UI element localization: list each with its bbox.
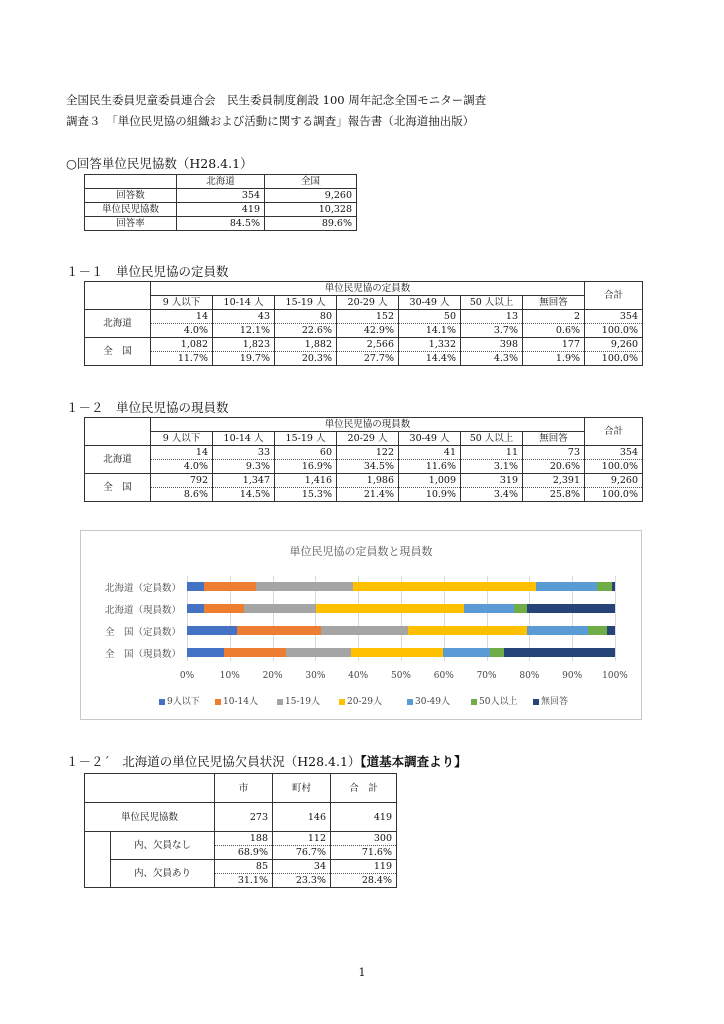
header-line-1: 全国民生委員児童委員連合会 民生委員制度創設 100 周年記念全国モニター調査 (66, 93, 487, 107)
cell-value: 419 (331, 803, 397, 832)
bar-segment (256, 582, 353, 591)
col-header: 合 計 (331, 774, 397, 803)
x-tick-label: 40% (348, 671, 369, 681)
cell-value: 84.5% (177, 217, 265, 231)
x-tick-label: 20% (262, 671, 283, 681)
capacity-group-header: 単位民児協の定員数 (151, 282, 585, 296)
cell-total: 354 (585, 310, 643, 324)
col-header: 10-14 人 (213, 296, 275, 310)
category-label: 北海道（現員数） (104, 605, 181, 616)
bar-segment (353, 582, 537, 591)
cell-count: 112 (273, 832, 331, 846)
x-tick-label: 10% (219, 671, 240, 681)
cell-pct: 12.1% (213, 324, 275, 338)
cell-count: 1,347 (213, 474, 275, 488)
table-row (85, 217, 357, 231)
col-header: 10-14 人 (213, 432, 275, 446)
col-header: 20-29 人 (337, 296, 399, 310)
cell-pct: 25.8% (523, 488, 585, 502)
x-tick-label: 90% (562, 671, 583, 681)
cell-total-pct: 100.0% (585, 324, 643, 338)
response-table (84, 174, 357, 231)
bar-segment (504, 648, 614, 657)
cell-count: 1,416 (275, 474, 337, 488)
current-section-title: １－２ 単位民児協の現員数 (66, 400, 229, 415)
vacancy-corner (85, 774, 215, 803)
col-header: 20-29 人 (337, 432, 399, 446)
category-label: 全 国（現員数） (104, 649, 181, 660)
row-label: 単位民児協数 (85, 803, 215, 832)
cell-count: 2 (523, 310, 585, 324)
bar-segment (597, 582, 613, 591)
cell-pct: 20.6% (523, 460, 585, 474)
legend-swatch (533, 699, 539, 705)
cell-value: 10,328 (265, 203, 357, 217)
col-header: 無回答 (523, 296, 585, 310)
cell-count: 1,986 (337, 474, 399, 488)
cell-pct: 21.4% (337, 488, 399, 502)
table-row (85, 352, 643, 366)
col-header: 町村 (273, 774, 331, 803)
bar-segment (527, 626, 589, 635)
table-row (85, 446, 643, 460)
indent-cell (85, 832, 111, 888)
row-label: 北海道 (85, 310, 151, 338)
legend-swatch (215, 699, 221, 705)
vacancy-title-source: 【道基本調査より】 (360, 754, 467, 769)
cell-pct: 14.4% (399, 352, 461, 366)
cell-count: 398 (461, 338, 523, 352)
cell-count: 188 (215, 832, 273, 846)
cell-pct: 9.3% (213, 460, 275, 474)
cell-pct: 4.0% (151, 460, 213, 474)
bar-segment (187, 626, 237, 635)
x-tick-label: 30% (305, 671, 326, 681)
bar-segment (187, 582, 204, 591)
cell-value: 89.6% (265, 217, 357, 231)
cell-total-pct: 100.0% (585, 460, 643, 474)
cell-pct: 16.9% (275, 460, 337, 474)
row-label: 内、欠員なし (111, 832, 215, 860)
x-tick-label: 0% (179, 671, 195, 681)
table-row (85, 189, 357, 203)
legend-swatch (407, 699, 413, 705)
cell-count: 792 (151, 474, 213, 488)
cell-count: 13 (461, 310, 523, 324)
cell-count: 1,332 (399, 338, 461, 352)
row-label: 単位民児協数 (85, 203, 177, 217)
col-header: 無回答 (523, 432, 585, 446)
cell-pct: 76.7% (273, 846, 331, 860)
cell-count: 11 (461, 446, 523, 460)
bar-segment (351, 648, 443, 657)
cell-count: 300 (331, 832, 397, 846)
current-total-header: 合計 (585, 418, 643, 446)
cell-pct: 28.4% (331, 874, 397, 888)
table-row (85, 460, 643, 474)
cell-total-pct: 100.0% (585, 352, 643, 366)
cell-pct: 3.1% (461, 460, 523, 474)
bar-segment (514, 604, 527, 613)
cell-count: 1,082 (151, 338, 213, 352)
cell-pct: 20.3% (275, 352, 337, 366)
vacancy-title-text: １－２´ 北海道の単位民児協欠員状況（H28.4.1） (66, 754, 361, 769)
vacancy-table (84, 773, 397, 888)
cell-count: 1,882 (275, 338, 337, 352)
cell-count: 14 (151, 446, 213, 460)
cell-count: 14 (151, 310, 213, 324)
cell-total-pct: 100.0% (585, 488, 643, 502)
cell-pct: 8.6% (151, 488, 213, 502)
col-header: 15-19 人 (275, 432, 337, 446)
x-tick-label: 50% (390, 671, 411, 681)
cell-count: 2,566 (337, 338, 399, 352)
cell-total: 9,260 (585, 474, 643, 488)
cell-pct: 3.7% (461, 324, 523, 338)
cell-count: 1,009 (399, 474, 461, 488)
legend-item (471, 694, 517, 707)
bar-segment (244, 604, 316, 613)
legend-label: 15-19人 (285, 697, 320, 707)
row-label: 全 国 (85, 474, 151, 502)
col-header: 30-49 人 (399, 296, 461, 310)
bar-segment (612, 582, 615, 591)
bar-segment (607, 626, 615, 635)
legend-item (339, 694, 382, 707)
cell-count: 33 (213, 446, 275, 460)
table-row (85, 310, 643, 324)
table-row (85, 860, 397, 874)
response-section-title: ○回答単位民児協数（H28.4.1） (66, 156, 253, 171)
capacity-total-header: 合計 (585, 282, 643, 310)
bar-segment (490, 648, 505, 657)
col-header: 9 人以下 (151, 432, 213, 446)
cell-pct: 3.4% (461, 488, 523, 502)
col-header-hokkaido: 北海道 (177, 175, 265, 189)
cell-pct: 19.7% (213, 352, 275, 366)
table-row (85, 488, 643, 502)
cell-pct: 23.3% (273, 874, 331, 888)
cell-count: 34 (273, 860, 331, 874)
header-line-2: 調査３ 「単位民児協の組織および活動に関する調査」報告書（北海道抽出版） (66, 114, 475, 128)
legend-label: 30-49人 (415, 697, 450, 707)
cell-count: 152 (337, 310, 399, 324)
cell-total: 354 (585, 446, 643, 460)
row-label: 内、欠員あり (111, 860, 215, 888)
cell-pct: 1.9% (523, 352, 585, 366)
cell-value: 419 (177, 203, 265, 217)
col-header: 9 人以下 (151, 296, 213, 310)
legend-item (277, 694, 320, 707)
row-label: 全 国 (85, 338, 151, 366)
table-row (85, 803, 397, 832)
cell-pct: 31.1% (215, 874, 273, 888)
bar-segment (464, 604, 514, 613)
bar-segment (224, 648, 286, 657)
cell-pct: 11.6% (399, 460, 461, 474)
cell-pct: 14.1% (399, 324, 461, 338)
capacity-section-title: １－１ 単位民児協の定員数 (66, 264, 229, 279)
col-header: 50 人以上 (461, 432, 523, 446)
bar-segment (237, 626, 321, 635)
cell-pct: 71.6% (331, 846, 397, 860)
x-tick-label: 60% (433, 671, 454, 681)
category-label: 北海道（定員数） (104, 583, 181, 594)
legend-item (215, 694, 258, 707)
cell-pct: 68.9% (215, 846, 273, 860)
response-corner (85, 175, 177, 189)
cell-pct: 27.7% (337, 352, 399, 366)
capacity-table (84, 281, 643, 366)
legend-swatch (339, 699, 345, 705)
category-label: 全 国（定員数） (104, 627, 181, 638)
cell-value: 273 (215, 803, 273, 832)
bar-segment (187, 648, 224, 657)
cell-count: 80 (275, 310, 337, 324)
legend-swatch (471, 699, 477, 705)
legend-item (533, 694, 568, 707)
x-tick-label: 80% (519, 671, 540, 681)
cell-value: 354 (177, 189, 265, 203)
col-header: 30-49 人 (399, 432, 461, 446)
current-corner (85, 418, 151, 446)
capacity-corner (85, 282, 151, 310)
row-label: 回答数 (85, 189, 177, 203)
chart-title: 単位民児協の定員数と現員数 (289, 545, 433, 558)
cell-pct: 4.3% (461, 352, 523, 366)
bar-segment (588, 626, 606, 635)
grid-line (615, 576, 616, 661)
table-row (85, 832, 397, 846)
cell-count: 41 (399, 446, 461, 460)
cell-count: 2,391 (523, 474, 585, 488)
current-table (84, 417, 643, 502)
cell-count: 319 (461, 474, 523, 488)
vacancy-section-title (66, 752, 467, 770)
cell-count: 60 (275, 446, 337, 460)
legend-label: 9人以下 (167, 697, 200, 707)
cell-count: 119 (331, 860, 397, 874)
cell-value: 9,260 (265, 189, 357, 203)
legend-swatch (277, 699, 283, 705)
cell-count: 122 (337, 446, 399, 460)
legend-label: 50人以上 (479, 697, 518, 707)
col-header-national: 全国 (265, 175, 357, 189)
table-row (85, 338, 643, 352)
cell-pct: 15.3% (275, 488, 337, 502)
table-row (85, 324, 643, 338)
bar-segment (316, 604, 464, 613)
cell-pct: 10.9% (399, 488, 461, 502)
bar-segment (536, 582, 596, 591)
cell-pct: 4.0% (151, 324, 213, 338)
legend-swatch (159, 699, 165, 705)
col-header: 市 (215, 774, 273, 803)
bar-segment (187, 604, 204, 613)
bar-segment (321, 626, 408, 635)
cell-pct: 14.5% (213, 488, 275, 502)
bar-segment (286, 648, 351, 657)
bar-segment (204, 604, 244, 613)
stacked-bar-chart (80, 530, 642, 720)
cell-count: 73 (523, 446, 585, 460)
legend-item (159, 694, 200, 707)
cell-count: 177 (523, 338, 585, 352)
cell-value: 146 (273, 803, 331, 832)
row-label: 北海道 (85, 446, 151, 474)
bar-segment (204, 582, 256, 591)
bar-segment (527, 604, 615, 613)
col-header: 15-19 人 (275, 296, 337, 310)
x-tick-label: 70% (476, 671, 497, 681)
cell-pct: 34.5% (337, 460, 399, 474)
page-number: 1 (358, 966, 366, 979)
legend-label: 20-29人 (347, 697, 382, 707)
x-tick-label: 100% (602, 671, 628, 681)
cell-count: 43 (213, 310, 275, 324)
table-row (85, 203, 357, 217)
col-header: 50 人以上 (461, 296, 523, 310)
legend-item (407, 694, 450, 707)
bar-segment (408, 626, 527, 635)
current-group-header: 単位民児協の現員数 (151, 418, 585, 432)
cell-pct: 0.6% (523, 324, 585, 338)
row-label: 回答率 (85, 217, 177, 231)
cell-pct: 11.7% (151, 352, 213, 366)
cell-total: 9,260 (585, 338, 643, 352)
legend-label: 10-14人 (223, 697, 258, 707)
cell-pct: 42.9% (337, 324, 399, 338)
cell-count: 85 (215, 860, 273, 874)
cell-count: 50 (399, 310, 461, 324)
legend-label: 無回答 (541, 697, 569, 707)
bar-segment (443, 648, 490, 657)
cell-pct: 22.6% (275, 324, 337, 338)
cell-count: 1,823 (213, 338, 275, 352)
table-row (85, 474, 643, 488)
